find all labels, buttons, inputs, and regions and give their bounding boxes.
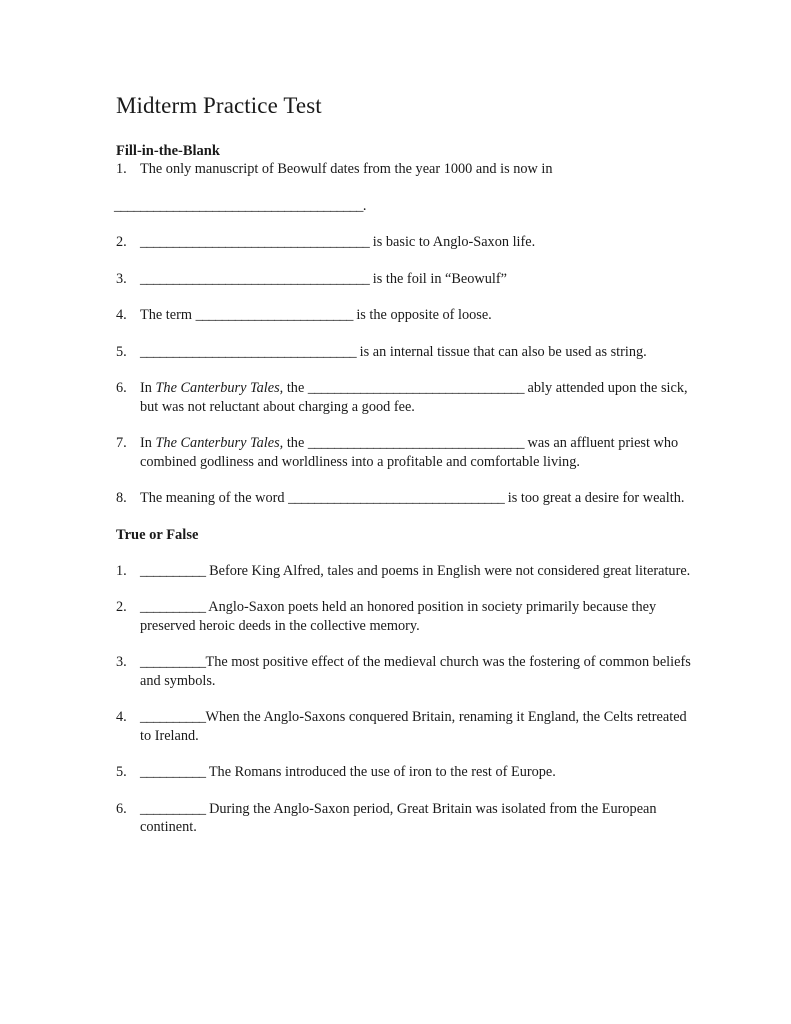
- true-false-question-1: [116, 562, 696, 581]
- question-number: 3.: [116, 270, 127, 287]
- question-number: 3.: [116, 654, 127, 670]
- fill-in-question-1: [116, 160, 696, 179]
- question-text: __________ During the Anglo-Saxon period, Great Britain was isolated from the European continent.: [140, 800, 657, 835]
- question-number: 2.: [116, 599, 127, 615]
- question-number: 8.: [116, 490, 127, 506]
- question-number: 6.: [116, 800, 127, 817]
- answer-blank: _________________________________: [307, 380, 524, 396]
- true-false-question-6: [116, 800, 696, 837]
- fill-in-question-6: [116, 379, 696, 416]
- answer-blank: __________: [140, 800, 206, 817]
- question-text: __________When the Anglo-Saxons conquered Britain, renaming it England, the Celts retreated to Ireland.: [140, 709, 687, 744]
- fill-in-question-8: [116, 489, 696, 508]
- question-text: _________________________________ is an internal tissue that can also be used as string.: [140, 343, 647, 360]
- question-number: 4.: [116, 709, 127, 725]
- question-answer-line: ______________________________________.: [114, 197, 367, 214]
- question-number: 2.: [116, 234, 127, 250]
- true-false-question-4: [116, 708, 696, 745]
- question-number: 1.: [116, 161, 127, 177]
- answer-blank: ________________________: [195, 307, 353, 323]
- question-text: __________ The Romans introduced the use of iron to the rest of Europe.: [140, 764, 556, 780]
- section-heading-fill-in: Fill-in-the-Blank: [116, 143, 220, 159]
- answer-blank: __________: [140, 599, 206, 615]
- true-false-question-5: [116, 763, 696, 782]
- answer-blank: ___________________________________: [140, 234, 370, 250]
- fill-in-question-5: [116, 343, 696, 362]
- question-text: __________ Anglo-Saxon poets held an honored position in society primarily because they preserved heroic deeds in the collective memory.: [140, 599, 657, 634]
- question-text: In The Canterbury Tales, the _________________________________ ably attended upon the sick, but was not reluctant about charging a good fee.: [140, 380, 688, 415]
- answer-blank: __________: [140, 709, 206, 725]
- question-text: __________The most positive effect of the medieval church was the fostering of common beliefs and symbols.: [140, 654, 691, 689]
- question-text: In The Canterbury Tales, the _________________________________ was an affluent priest who combined godliness and worldliness into a profitable and comfortable living.: [140, 435, 679, 470]
- answer-blank: _________________________________: [288, 490, 505, 506]
- question-number: 7.: [116, 435, 127, 451]
- true-false-question-3: [116, 653, 696, 690]
- question-text: ___________________________________ is basic to Anglo-Saxon life.: [140, 234, 536, 250]
- answer-blank: __________: [140, 764, 206, 780]
- question-text: The only manuscript of Beowulf dates from the year 1000 and is now in: [140, 161, 553, 177]
- answer-blank: ___________________________________: [140, 270, 370, 287]
- answer-blank: _________________________________: [140, 343, 357, 360]
- question-text: ___________________________________ is the foil in “Beowulf”: [140, 270, 507, 287]
- question-number: 1.: [116, 562, 127, 579]
- question-number: 5.: [116, 764, 127, 780]
- answer-blank: _________________________________: [307, 435, 524, 451]
- question-text: The meaning of the word _________________________________ is too great a desire for wealth.: [140, 490, 685, 506]
- fill-in-question-4: [116, 306, 696, 325]
- question-number: 4.: [116, 307, 127, 323]
- fill-in-question-3: [116, 270, 696, 289]
- section-heading-true-false: True or False: [116, 526, 199, 543]
- question-number: 5.: [116, 343, 127, 360]
- true-false-question-2: [116, 598, 696, 635]
- question-text: The term ________________________ is the opposite of loose.: [140, 307, 492, 323]
- question-number: 6.: [116, 380, 127, 396]
- answer-blank: __________: [140, 562, 206, 579]
- answer-blank: __________: [140, 654, 206, 670]
- fill-in-question-2: [116, 233, 696, 252]
- page-title: Midterm Practice Test: [116, 93, 322, 118]
- fill-in-question-7: [116, 434, 696, 471]
- fill-in-question-1-continued: [116, 197, 696, 216]
- question-text: __________ Before King Alfred, tales and poems in English were not considered great literature.: [140, 562, 691, 579]
- document-page: [116, 92, 696, 837]
- answer-blank: ______________________________________: [114, 197, 363, 214]
